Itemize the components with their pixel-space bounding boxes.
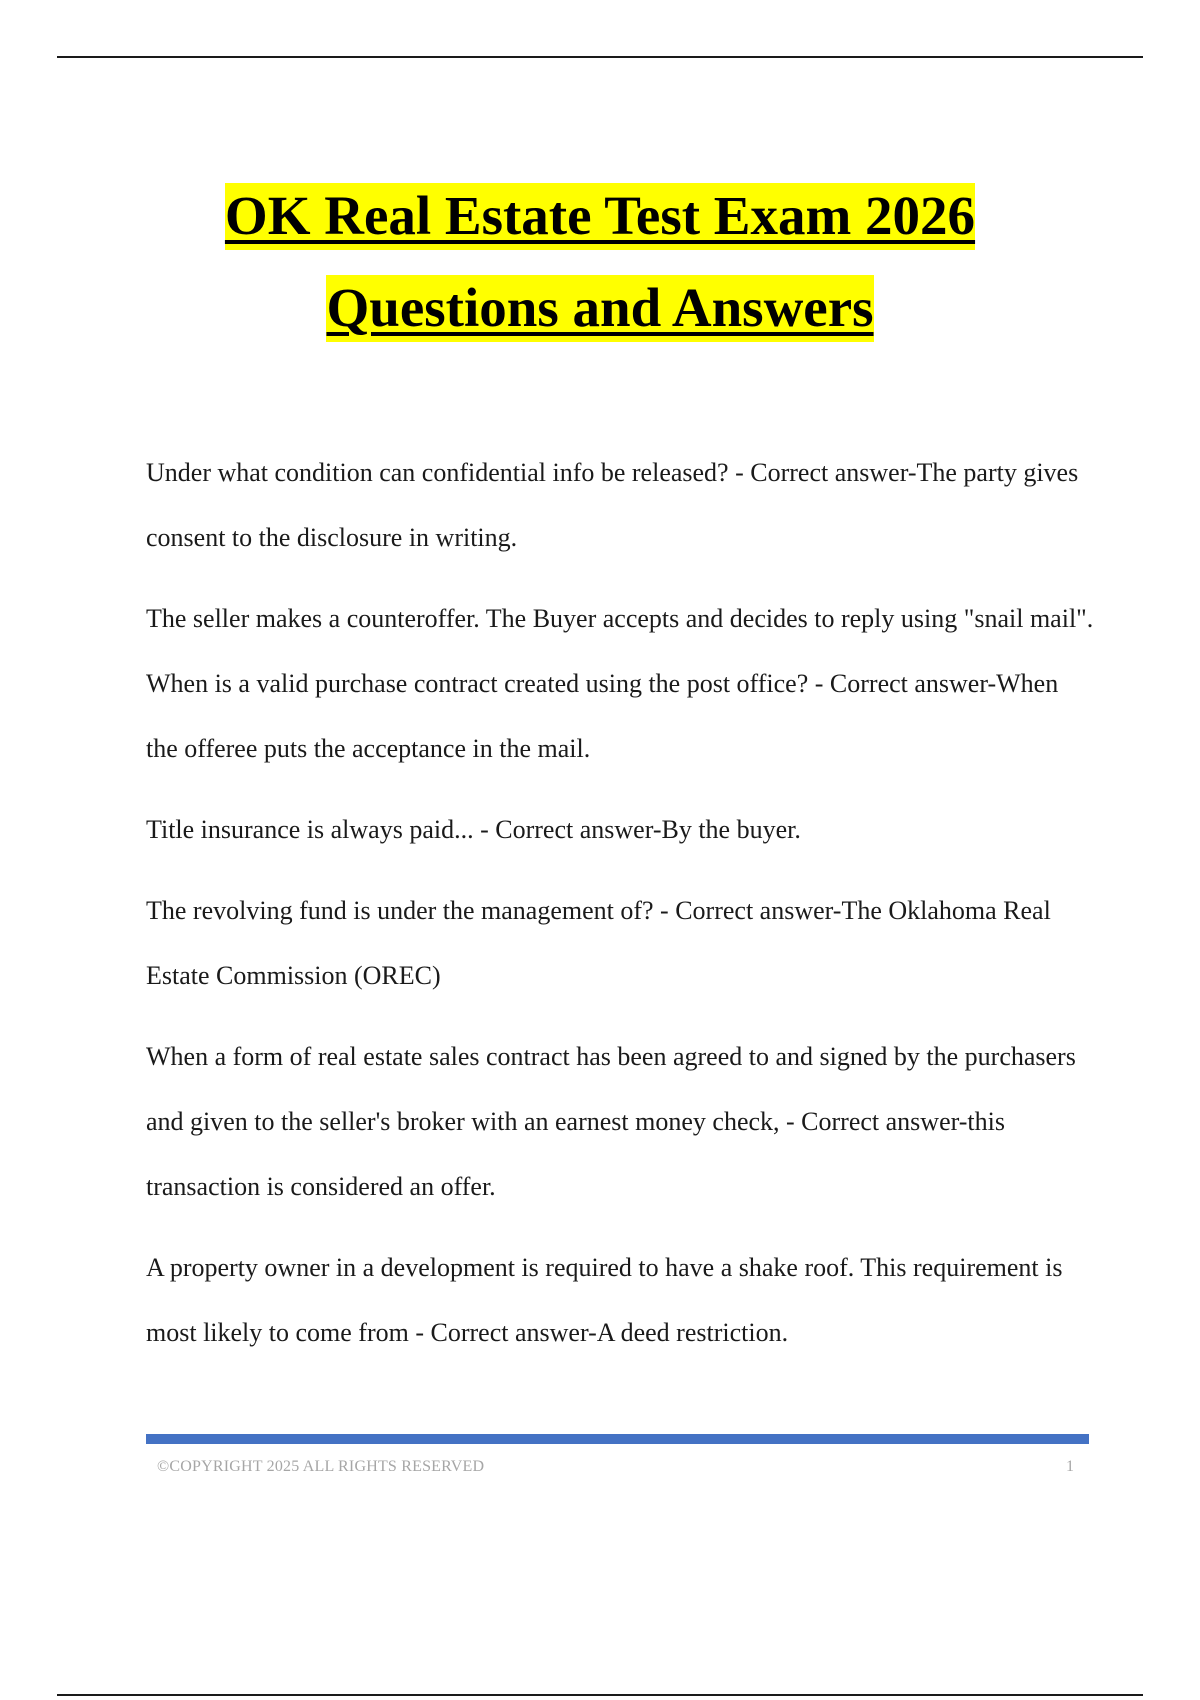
qa-item: When a form of real estate sales contract has been agreed to and signed by the purchasers and given to the seller's broker with an earnest money check, - Correct answer-this transaction is considered an offer. xyxy=(146,1042,1076,1201)
footer-page-number: 1 xyxy=(1066,1458,1074,1475)
qa-item: The revolving fund is under the management of? - Correct answer-The Oklahoma Real Estate Commission (OREC) xyxy=(146,896,1051,990)
title-line-2 xyxy=(0,262,1200,354)
qa-list xyxy=(146,440,1096,1381)
footer-copyright: ©COPYRIGHT 2025 ALL RIGHTS RESERVED xyxy=(157,1458,485,1475)
qa-item: Under what condition can confidential info be released? - Correct answer-The party gives consent to the disclosure in writing. xyxy=(146,458,1079,552)
footer-divider-bar xyxy=(146,1434,1089,1444)
title-text-1: OK Real Estate Test Exam 2026 xyxy=(225,183,975,250)
qa-item: A property owner in a development is required to have a shake roof. This requirement is most likely to come from - Correct answer-A deed restriction. xyxy=(146,1253,1063,1347)
title-line-1 xyxy=(0,170,1200,262)
qa-item: Title insurance is always paid... - Correct answer-By the buyer. xyxy=(146,815,801,844)
title-text-2: Questions and Answers xyxy=(326,275,873,342)
document-title xyxy=(0,170,1200,354)
bottom-page-rule xyxy=(57,1694,1143,1696)
top-page-rule xyxy=(57,56,1143,58)
qa-item: The seller makes a counteroffer. The Buyer accepts and decides to reply using "snail mail". When is a valid purchase contract created using the post office? - Correct answer-When the offeree puts the acceptance in the mail. xyxy=(146,604,1094,763)
